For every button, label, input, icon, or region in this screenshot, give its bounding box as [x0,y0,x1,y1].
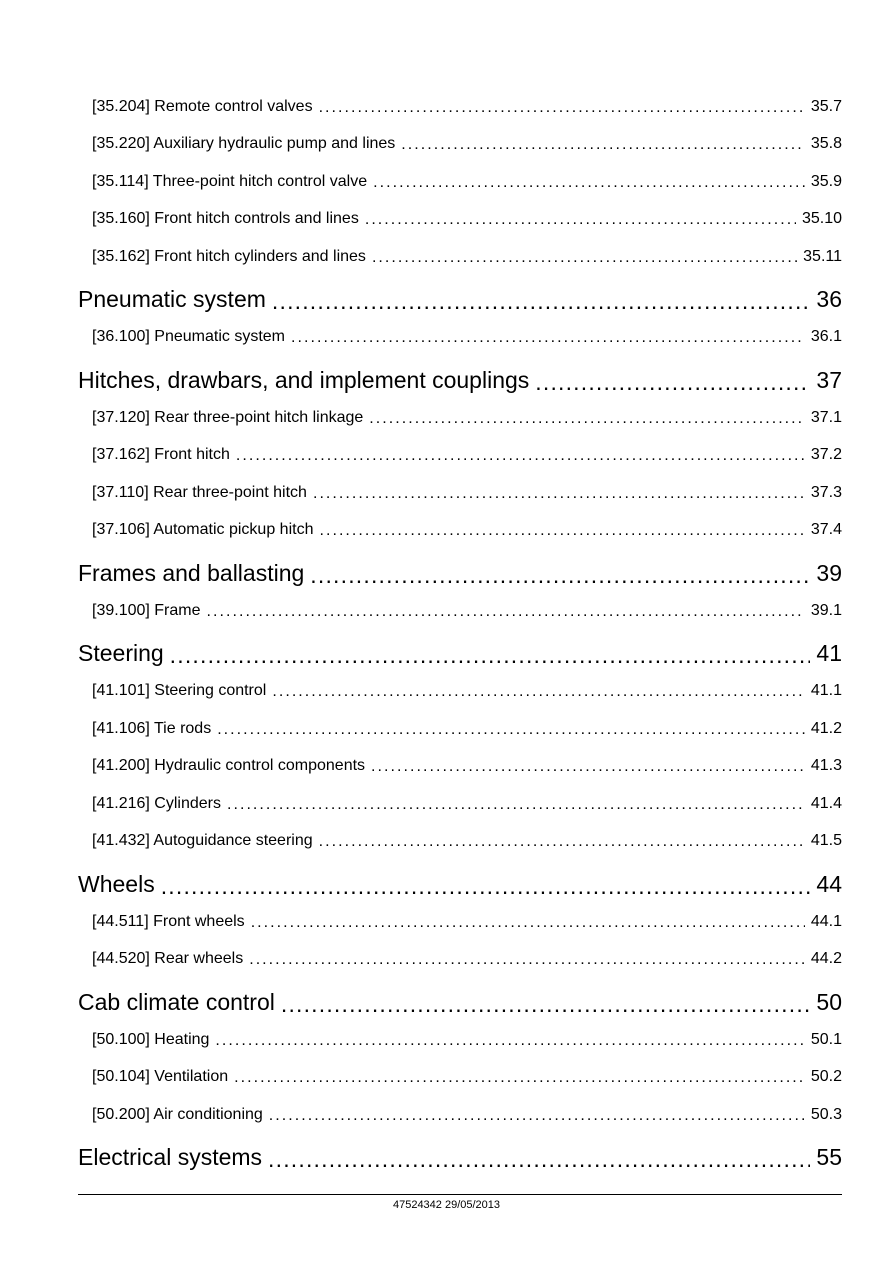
toc-subsection-entry[interactable] [92,201,842,239]
toc-page-number: 36.1 [810,328,842,346]
dot-leader [319,833,805,849]
toc-subsection-entry[interactable] [92,319,842,357]
toc-subsection-entry[interactable] [92,238,842,276]
dot-leader [371,758,805,774]
toc-page-number: 37.3 [810,483,842,501]
toc-subsection-entry[interactable] [92,1096,842,1134]
toc-subsection-entry[interactable] [92,399,842,437]
footer-divider [78,1194,842,1195]
toc-section-entry[interactable] [78,359,842,401]
toc-subsection-entry[interactable] [92,512,842,550]
toc-page-number: 35.9 [810,172,842,190]
toc-entry-title: [50.100] Heating [92,1030,210,1048]
dot-leader [268,1146,810,1169]
toc-entry-title: Wheels [78,870,155,897]
toc-entry-title: [44.511] Front wheels [92,912,245,930]
dot-leader [365,211,796,227]
toc-subsection-entry[interactable] [92,785,842,823]
toc-page-number: 44.1 [810,912,842,930]
toc-entry-title: [35.160] Front hitch controls and lines [92,210,359,228]
dot-leader [535,369,810,392]
toc-section-entry[interactable] [78,633,842,675]
toc-entry-title: [41.101] Steering control [92,682,267,700]
toc-subsection-entry[interactable] [92,163,842,201]
dot-leader [269,1107,805,1123]
footer-document-id: 47524342 29/05/2013 [392,1199,501,1211]
toc-subsection-entry[interactable] [92,1059,842,1097]
dot-leader [217,721,805,737]
toc-subsection-entry[interactable] [92,437,842,475]
toc-entry-title: Cab climate control [78,988,275,1015]
toc-page-number: 41.3 [810,757,842,775]
toc-section-entry[interactable] [78,1137,842,1179]
toc-section-entry[interactable] [78,279,842,321]
dot-leader [272,683,805,699]
toc-entry-title: [41.432] Autoguidance steering [92,832,313,850]
dot-leader [272,288,811,311]
dot-leader [401,136,805,152]
toc-entry-title: [41.106] Tie rods [92,719,212,737]
dot-leader [170,642,811,665]
toc-page-number: 35.7 [810,97,842,115]
toc-page-number: 41 [816,640,842,666]
toc-entry-title: [37.106] Automatic pickup hitch [92,521,314,539]
dot-leader [207,603,805,619]
toc-subsection-entry[interactable] [92,592,842,630]
toc-page-number: 37.1 [810,408,842,426]
toc-page-number: 37.4 [810,521,842,539]
toc-subsection-entry[interactable] [92,673,842,711]
toc-subsection-entry[interactable] [92,941,842,979]
toc-subsection-entry[interactable] [92,474,842,512]
dot-leader [161,873,811,896]
toc-page-number: 50.3 [810,1105,842,1123]
dot-leader [373,174,805,190]
dot-leader [227,796,805,812]
toc-entry-title: Hitches, drawbars, and implement couplings [78,366,530,393]
toc-page-number: 39.1 [810,601,842,619]
toc-page-number: 55 [816,1144,842,1170]
toc-section-entry[interactable] [78,863,842,905]
dot-leader [234,1069,805,1085]
toc-entry-title: [35.162] Front hitch cylinders and lines [92,247,366,265]
toc-page-number: 36 [816,286,842,312]
toc-entry-title: [37.162] Front hitch [92,446,230,464]
dot-leader [319,99,805,115]
toc-entry-title: [50.200] Air conditioning [92,1105,263,1123]
toc-subsection-entry[interactable] [92,88,842,126]
toc-page-number: 41.1 [810,682,842,700]
toc-page-number: 44.2 [810,950,842,968]
toc-entry-title: Electrical systems [78,1144,263,1170]
toc-subsection-entry[interactable] [92,748,842,786]
toc-page-number: 37.2 [810,446,842,464]
toc-entry-title: [41.216] Cylinders [92,794,221,812]
toc-entry-title: [44.520] Rear wheels [92,950,244,968]
toc-subsection-entry[interactable] [92,1021,842,1059]
toc-page-number: 37 [816,366,842,393]
toc-page-number: 35.10 [801,210,842,228]
dot-leader [291,329,805,345]
dot-leader [249,951,805,967]
toc-entry-title: [37.110] Rear three-point hitch [92,483,307,501]
toc-entry-title: [36.100] Pneumatic system [92,328,285,346]
toc-page-number: 41.5 [810,832,842,850]
toc-page-number: 50.2 [810,1068,842,1086]
toc-subsection-entry[interactable] [92,710,842,748]
dot-leader [319,522,804,538]
toc-page-number: 50.1 [810,1030,842,1048]
toc-subsection-entry[interactable] [92,903,842,941]
toc-entry-title: Steering [78,640,164,666]
toc-page-number: 44 [816,870,842,897]
toc-page-number: 39 [816,559,842,586]
toc-page-number: 50 [816,988,842,1015]
toc-entry-title: [35.204] Remote control valves [92,97,313,115]
toc-entry-title: [35.220] Auxiliary hydraulic pump and lines [92,135,396,153]
toc-page-number: 35.11 [803,247,842,265]
toc-entry-title: Frames and ballasting [78,559,305,586]
toc-entry-title: [50.104] Ventilation [92,1068,229,1086]
toc-entry-title: [35.114] Three-point hitch control valve [92,172,368,190]
dot-leader [236,447,805,463]
dot-leader [251,914,805,930]
toc-page-number: 41.2 [810,719,842,737]
table-of-contents [78,88,842,1179]
toc-subsection-entry[interactable] [92,126,842,164]
dot-leader [313,485,805,501]
toc-page-number: 41.4 [810,794,842,812]
dot-leader [310,562,810,585]
toc-entry-title: [39.100] Frame [92,601,201,619]
dot-leader [281,991,811,1014]
dot-leader [372,249,797,265]
dot-leader [215,1032,804,1048]
toc-section-entry[interactable] [78,981,842,1023]
toc-page-number: 35.8 [810,135,842,153]
toc-entry-title: [41.200] Hydraulic control components [92,757,366,775]
toc-entry-title: [37.120] Rear three-point hitch linkage [92,408,364,426]
toc-subsection-entry[interactable] [92,823,842,861]
dot-leader [369,410,805,426]
toc-entry-title: Pneumatic system [78,286,266,312]
toc-section-entry[interactable] [78,552,842,594]
